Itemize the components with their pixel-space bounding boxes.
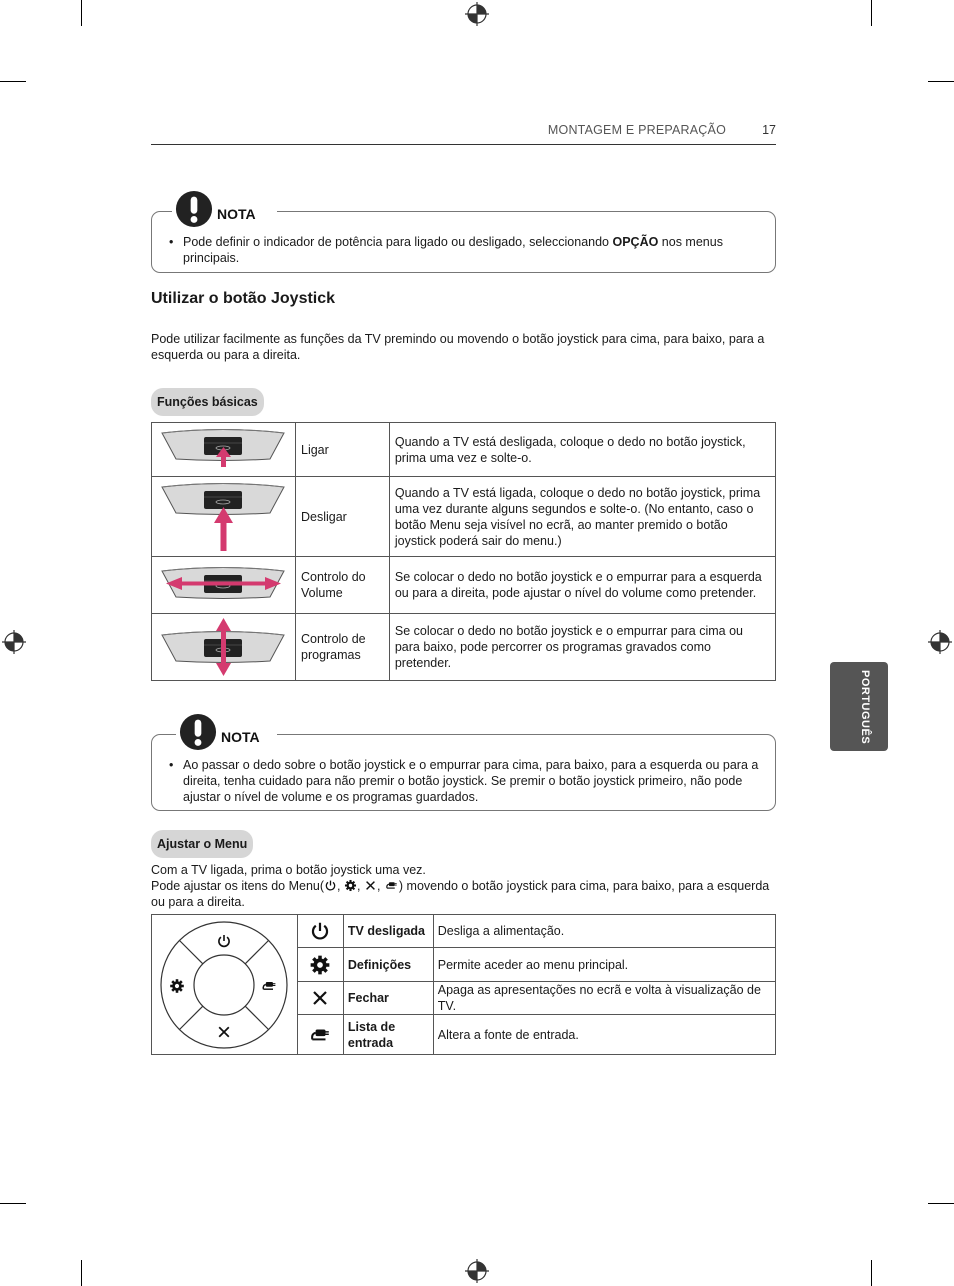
gear-icon [309, 954, 331, 976]
exclamation-icon [175, 190, 213, 228]
registration-mark-icon [465, 2, 489, 26]
power-icon [324, 879, 337, 892]
note-item: • Pode definir o indicador de potência para ligado ou desligado, seleccionando OPÇÃO nos menus principais. [169, 234, 759, 266]
crop-mark [871, 1260, 872, 1286]
input-icon [384, 879, 399, 892]
close-icon [364, 879, 377, 892]
function-description: Quando a TV está ligada, coloque o dedo no botão joystick, prima uma vez durante alguns segundos e solte-o. (No entanto, caso o botão Menu seja visível no ecrã, ao manter premido o botão joystick poderá sair do menu.) [389, 477, 775, 557]
joystick-left-right-illustration [152, 557, 296, 614]
page-number: 17 [762, 123, 776, 137]
function-description: Se colocar o dedo no botão joystick e o empurrar para cima ou para baixo, pode percorrer os programas gravados como pretender. [389, 614, 775, 681]
registration-mark-icon [928, 630, 952, 654]
crop-mark [928, 81, 954, 82]
input-icon [308, 1024, 332, 1046]
adjust-menu-label: Ajustar o Menu [151, 830, 253, 858]
function-name: Controlo do Volume [296, 557, 390, 614]
basic-functions-label: Funções básicas [151, 388, 264, 416]
menu-item-icon [298, 982, 344, 1015]
function-description: Quando a TV está desligada, coloque o dedo no botão joystick, prima uma vez e solte-o. [389, 423, 775, 477]
gear-icon [344, 879, 357, 892]
function-description: Se colocar o dedo no botão joystick e o empurrar para a esquerda ou para a direita, pode ajustar o nível do volume como pretender. [389, 557, 775, 614]
joystick-menu-diagram [152, 915, 298, 1055]
power-icon [309, 920, 331, 942]
option-menu-name: OPÇÃO [612, 235, 659, 249]
joystick-up-down-illustration [152, 614, 296, 681]
registration-mark-icon [2, 630, 26, 654]
crop-mark [0, 1203, 26, 1204]
joystick-press-hold-illustration [152, 477, 296, 557]
menu-item-icon [298, 915, 344, 948]
menu-item-name: TV desligada [343, 915, 433, 948]
section-intro: Pode utilizar facilmente as funções da TV premindo ou movendo o botão joystick para cima, para baixo, para a esquerda ou para a direita. [151, 332, 765, 362]
table-row [152, 614, 776, 681]
menu-item-description: Desliga a alimentação. [433, 915, 775, 948]
menu-item-name: Fechar [343, 982, 433, 1015]
crop-mark [81, 0, 82, 26]
crop-mark [928, 1203, 954, 1204]
menu-item-name: Lista de entrada [343, 1015, 433, 1055]
note-list [169, 234, 759, 266]
table-row [152, 477, 776, 557]
crop-mark [871, 0, 872, 26]
menu-item-name: Definições [343, 948, 433, 982]
menu-instructions-line2: Pode ajustar os itens do Menu( , , , ) movendo o botão joystick para cima, para baixo, para a esquerda ou para a direita. [151, 879, 770, 909]
menu-item-description: Apaga as apresentações no ecrã e volta à visualização de TV. [433, 982, 775, 1015]
table-row [152, 423, 776, 477]
function-name: Desligar [296, 477, 390, 557]
registration-mark-icon [465, 1259, 489, 1283]
joystick-press-once-illustration [152, 423, 296, 477]
section-title: Utilizar o botão Joystick [151, 290, 336, 307]
table-row [152, 915, 776, 948]
menu-instructions-line1: Com a TV ligada, prima o botão joystick uma vez. [151, 863, 426, 877]
crop-mark [81, 1260, 82, 1286]
function-name: Controlo de programas [296, 614, 390, 681]
menu-item-description: Permite aceder ao menu principal. [433, 948, 775, 982]
note-title: NOTA [221, 729, 260, 745]
close-icon [310, 988, 330, 1008]
header-divider [151, 144, 776, 145]
language-tab [830, 662, 888, 751]
language-tab-label: PORTUGUÊS [859, 670, 871, 745]
menu-item-icon [298, 1015, 344, 1055]
basic-functions-table [151, 422, 776, 681]
table-row [152, 557, 776, 614]
note-title: NOTA [217, 206, 256, 222]
menu-item-description: Altera a fonte de entrada. [433, 1015, 775, 1055]
crop-mark [0, 81, 26, 82]
menu-item-icon [298, 948, 344, 982]
note-item: • Ao passar o dedo sobre o botão joystick e o empurrar para cima, para baixo, para a esquerda ou para a direita, tenha cuidado para não premir o botão joystick. Se premir o botão joystick primeiro, não pode ajustar o nível de volume e os programas guardados. [169, 757, 761, 805]
exclamation-icon [179, 713, 217, 751]
note-list [169, 757, 761, 805]
function-name: Ligar [296, 423, 390, 477]
header-section-title: MONTAGEM E PREPARAÇÃO [547, 123, 726, 137]
menu-items-table [151, 914, 776, 1055]
